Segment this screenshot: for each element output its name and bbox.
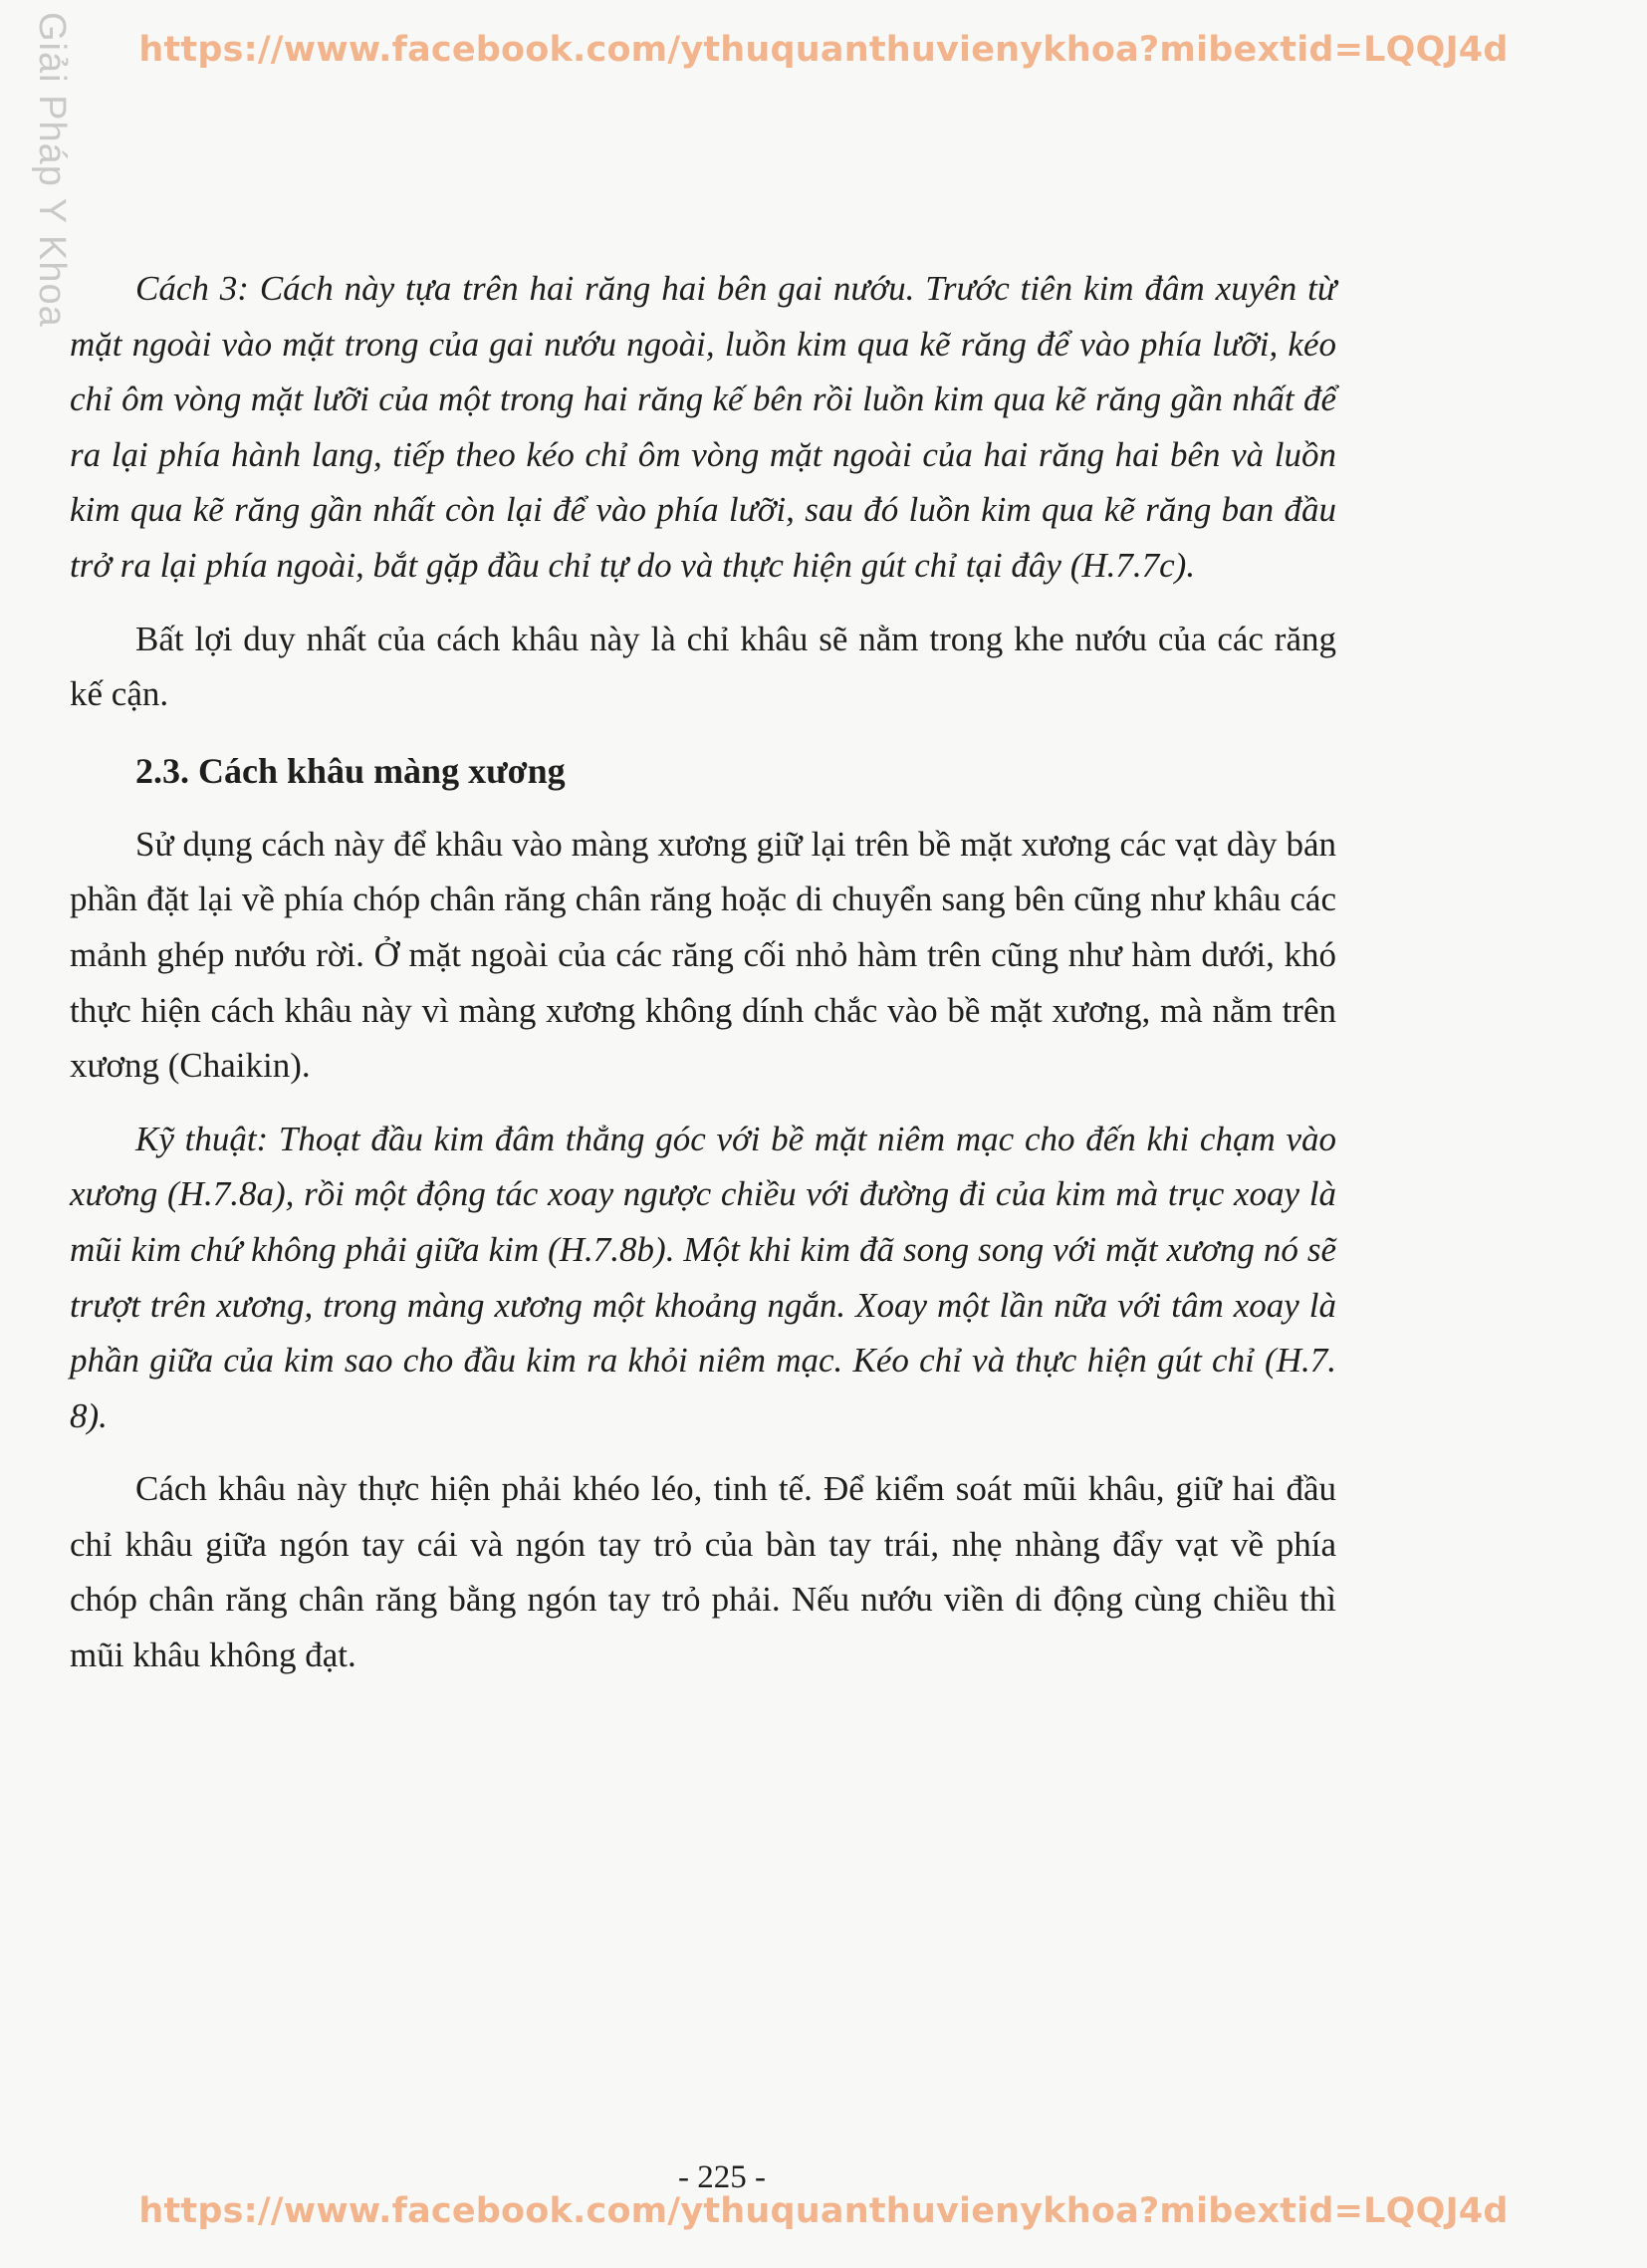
paragraph-skill-note: Cách khâu này thực hiện phải khéo léo, tinh tế. Để kiểm soát mũi khâu, giữ hai đầu chỉ khâu giữa ngón tay cái và ngón tay trỏ của bàn tay trái, nhẹ nhàng đẩy vạt về phía chóp chân răng chân răng bằng ngón tay trỏ phải. Nếu nướu viền di động cùng chiều thì mũi khâu không đạt. — [70, 1469, 1336, 1675]
watermark-url-bottom: https://www.facebook.com/ythuquanthuvienykhoa?mibextid=LQQJ4d — [138, 2191, 1509, 2231]
paragraph-periosteal-usage: Sử dụng cách này để khâu vào màng xương giữ lại trên bề mặt xương các vạt dày bán phần đặt lại về phía chóp chân răng chân răng hoặc di chuyển sang bên cũng như khâu các mảnh ghép nướu rời. Ở mặt ngoài của các răng cối nhỏ hàm trên cũng như hàm dưới, khó thực hiện cách khâu này vì màng xương không dính chắc vào bề mặt xương, mà nằm trên xương (Chaikin). — [70, 824, 1336, 1086]
section-heading: 2.3. Cách khâu màng xương — [135, 750, 566, 791]
paragraph-technique: Kỹ thuật: Thoạt đầu kim đâm thẳng góc với bề mặt niêm mạc cho đến khi chạm vào xương (H.7.8a), rồi một động tác xoay ngược chiều với đường đi của kim mà trục xoay là mũi kim chứ không phải giữa kim (H.7.8b). Một khi kim đã song song với mặt xương nó sẽ trượt trên xương, trong màng xương một khoảng ngắn. Xoay một lần nữa với tâm xoay là phần giữa của kim sao cho đầu kim ra khỏi niêm mạc. Kéo chỉ và thực hiện gút chỉ (H.7. 8). — [70, 1119, 1336, 1435]
paragraph-cach-3: Cách 3: Cách này tựa trên hai răng hai bên gai nướu. Trước tiên kim đâm xuyên từ mặt ngoài vào mặt trong của gai nướu ngoài, luồn kim qua kẽ răng để vào phía lưỡi, kéo chỉ ôm vòng mặt lưỡi của một trong hai răng kế bên rồi luồn kim qua kẽ răng gần nhất để ra lại phía hành lang, tiếp theo kéo chỉ ôm vòng mặt ngoài của hai răng hai bên và luồn kim qua kẽ răng gần nhất còn lại để vào phía lưỡi, sau đó luồn kim qua kẽ răng ban đầu trở ra lại phía ngoài, bắt gặp đầu chỉ tự do và thực hiện gút chỉ tại đây (H.7.7c). — [70, 269, 1336, 585]
side-watermark: Giải Pháp Y Khoa — [31, 12, 73, 328]
paragraph-disadvantage: Bất lợi duy nhất của cách khâu này là chỉ khâu sẽ nằm trong khe nướu của các răng kế cận. — [70, 619, 1336, 714]
watermark-url-top: https://www.facebook.com/ythuquanthuvienykhoa?mibextid=LQQJ4d — [138, 30, 1509, 70]
page-number: - 225 - — [678, 2159, 766, 2195]
page-body — [70, 261, 1336, 1683]
